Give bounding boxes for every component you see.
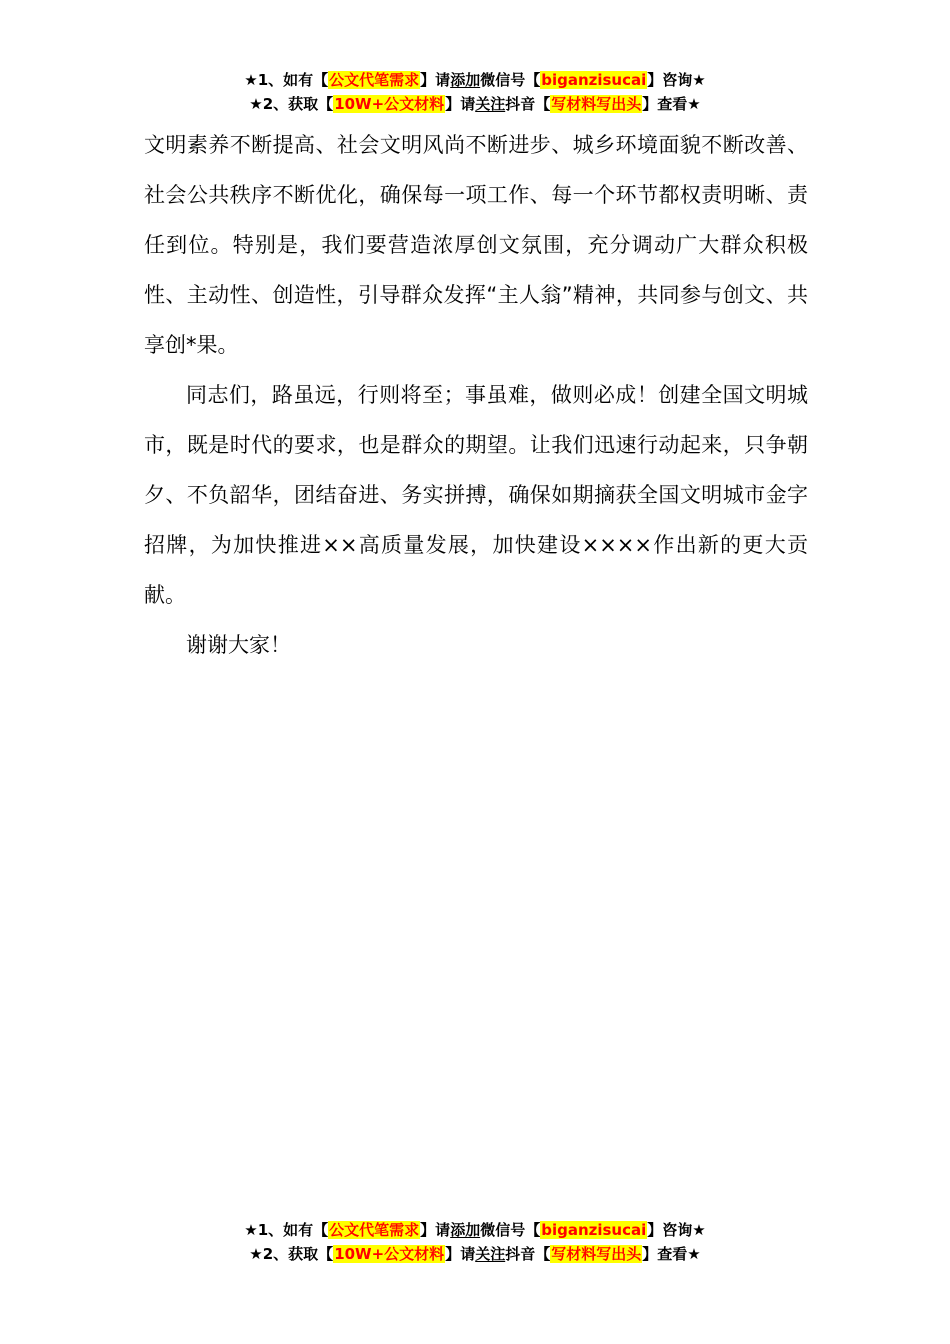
header-douyin-account: 写材料写出头	[551, 95, 642, 113]
document-body	[144, 120, 808, 670]
footer-highlight-service: 公文代笔需求	[329, 1221, 420, 1239]
header-line-2: ★2、获取【10W+公文材料】请关注抖音【写材料写出头】查看★	[249, 95, 701, 113]
footer-line-2: ★2、获取【10W+公文材料】请关注抖音【写材料写出头】查看★	[249, 1245, 701, 1263]
header-highlight-materials: 10W+公文材料	[334, 95, 445, 113]
header-line-1: ★1、如有【公文代笔需求】请添加微信号【biganzisucai】咨询★	[244, 71, 706, 89]
paragraph-closing: 谢谢大家！	[186, 633, 291, 657]
paragraph-1: 文明素养不断提高、社会文明风尚不断进步、城乡环境面貌不断改善、社会公共秩序不断优化，确保每一项工作、每一个环节都权责明晰、责任到位。特别是，我们要营造浓厚创文氛围，充分调动广大群众积极性、主动性、创造性，引导群众发挥“主人翁”精神，共同参与创文、共享创*果。	[144, 133, 808, 357]
footer-douyin-account: 写材料写出头	[551, 1245, 642, 1263]
footer-banner	[0, 1218, 950, 1266]
paragraph-2: 同志们，路虽远，行则将至；事虽难，做则必成！创建全国文明城市，既是时代的要求，也是群众的期望。让我们迅速行动起来，只争朝夕、不负韶华，团结奋进、务实拼搏，确保如期摘获全国文明城市金字招牌，为加快推进××高质量发展，加快建设××××作出新的更大贡献。	[144, 383, 808, 607]
footer-highlight-materials: 10W+公文材料	[334, 1245, 445, 1263]
footer-line-1: ★1、如有【公文代笔需求】请添加微信号【biganzisucai】咨询★	[244, 1221, 706, 1239]
header-highlight-service: 公文代笔需求	[329, 71, 420, 89]
header-banner	[0, 68, 950, 116]
header-wechat-id: biganzisucai	[541, 71, 647, 89]
footer-wechat-id: biganzisucai	[541, 1221, 647, 1239]
